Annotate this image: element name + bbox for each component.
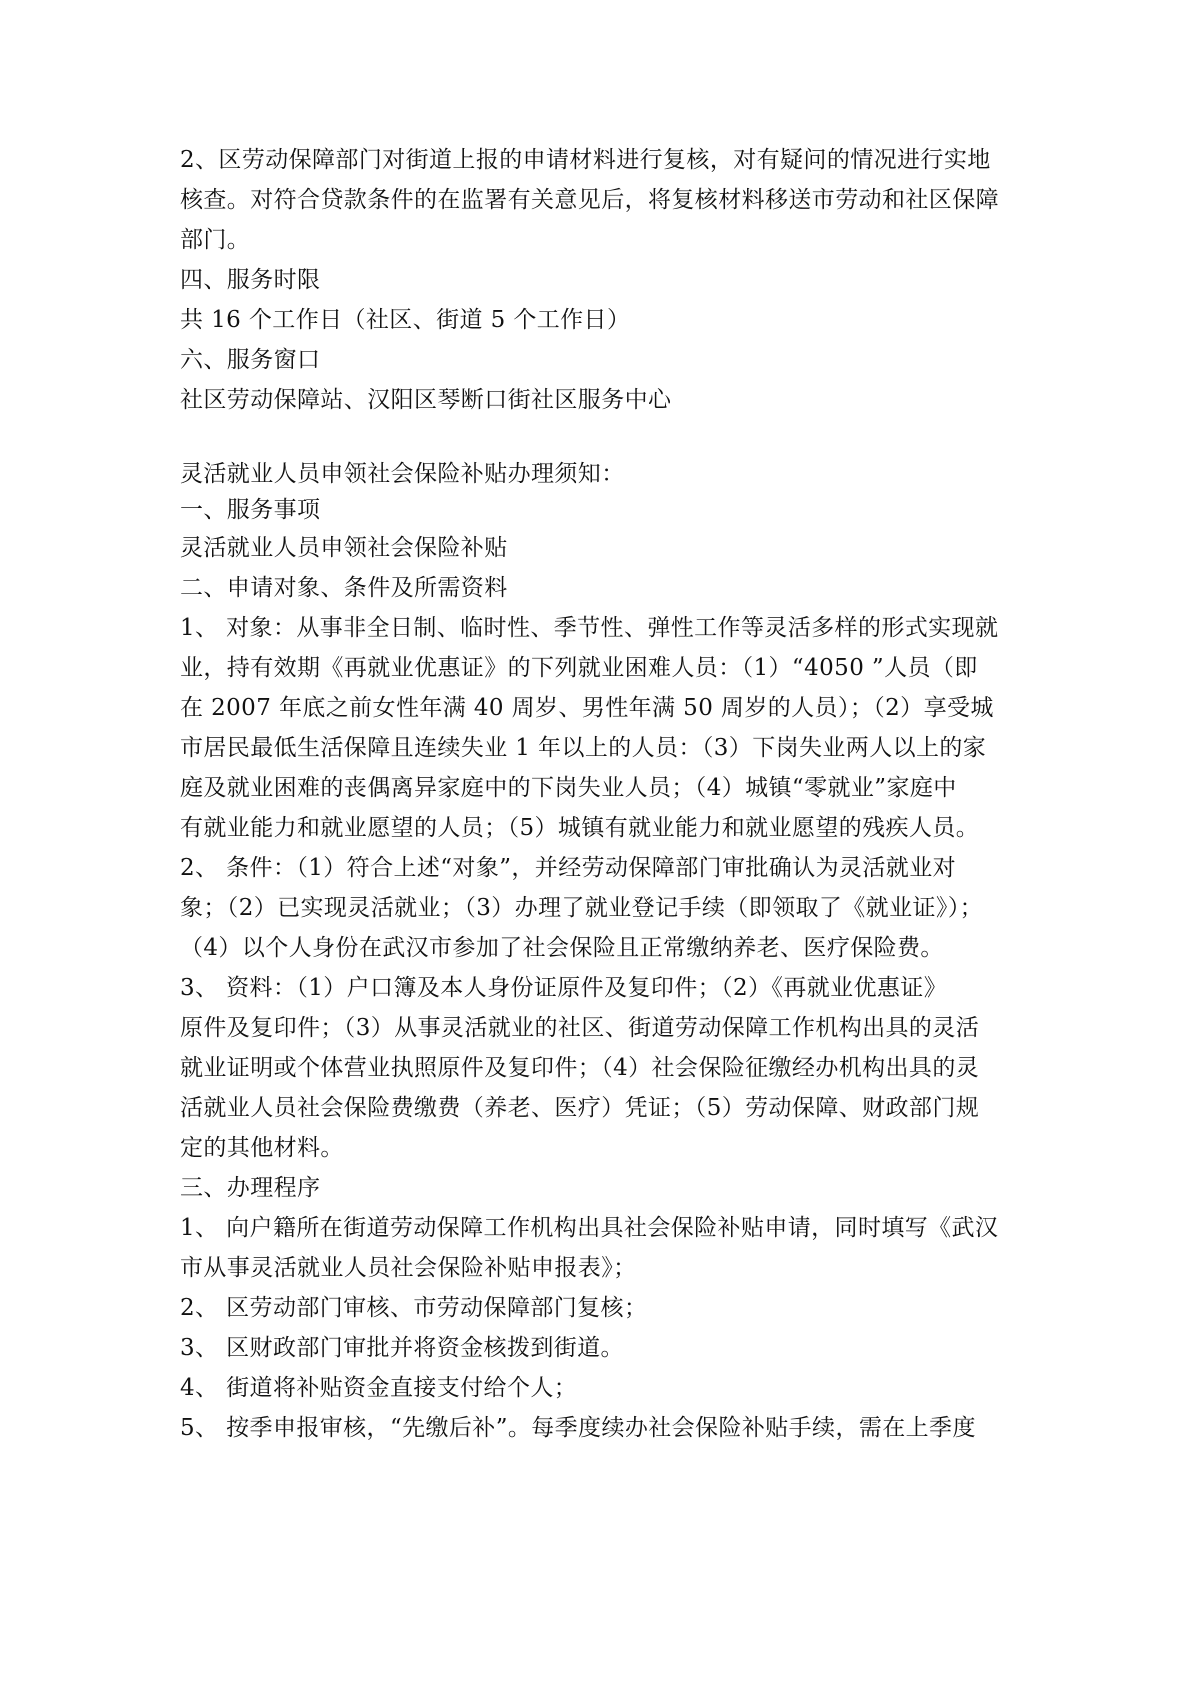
- text-line: 社区劳动保障站、汉阳区琴断口街社区服务中心: [180, 387, 672, 413]
- text-line: 定的其他材料。: [180, 1135, 344, 1161]
- section-heading: 一、服务事项: [180, 497, 321, 523]
- text-line: 4、 街道将补贴资金直接支付给个人；: [180, 1375, 578, 1401]
- text-line: 2、区劳动保障部门对街道上报的申请材料进行复核，对有疑问的情况进行实地: [180, 147, 991, 173]
- section-heading: 六、服务窗口: [180, 347, 321, 373]
- section-previous-procedures: [180, 140, 1020, 420]
- text-line: 灵活就业人员申领社会保险补贴: [180, 535, 508, 561]
- text-line: 原件及复印件；（3）从事灵活就业的社区、街道劳动保障工作机构出具的灵活: [180, 1015, 980, 1041]
- paragraph-gap: [180, 420, 1020, 456]
- text-line: 庭及就业困难的丧偶离异家庭中的下岗失业人员；（4）城镇“零就业”家庭中: [180, 775, 957, 801]
- document-page: [180, 140, 1020, 1448]
- text-line: 有就业能力和就业愿望的人员；（5）城镇有就业能力和就业愿望的残疾人员。: [180, 815, 980, 841]
- text-line: 核查。对符合贷款条件的在监署有关意见后，将复核材料移送市劳动和社区保障: [180, 187, 999, 213]
- text-line: 3、 资料：（1）户口簿及本人身份证原件及复印件；（2）《再就业优惠证》: [180, 975, 948, 1001]
- text-line: 3、 区财政部门审批并将资金核拨到街道。: [180, 1335, 624, 1361]
- text-line: 共 16 个工作日（社区、街道 5 个工作日）: [180, 307, 631, 333]
- text-line: 1、 向户籍所在街道劳动保障工作机构出具社会保险补贴申请，同时填写《武汉: [180, 1215, 999, 1241]
- text-line: 5、 按季申报审核，“先缴后补”。每季度续办社会保险补贴手续，需在上季度: [180, 1415, 976, 1441]
- text-line: 1、 对象：从事非全日制、临时性、季节性、弹性工作等灵活多样的形式实现就: [180, 615, 999, 641]
- text-line: 2、 条件：（1）符合上述“对象”，并经劳动保障部门审批确认为灵活就业对: [180, 855, 956, 881]
- text-line: 市从事灵活就业人员社会保险补贴申报表》；: [180, 1255, 637, 1281]
- notice-title: 灵活就业人员申领社会保险补贴办理须知：: [180, 461, 625, 487]
- text-line: 象；（2）已实现灵活就业；（3）办理了就业登记手续（即领取了《就业证》）；: [180, 895, 984, 921]
- section-heading: 四、服务时限: [180, 267, 321, 293]
- section-heading: 三、办理程序: [180, 1175, 321, 1201]
- text-line: 就业证明或个体营业执照原件及复印件；（4）社会保险征缴经办机构出具的灵: [180, 1055, 980, 1081]
- text-line: 活就业人员社会保险费缴费（养老、医疗）凭证；（5）劳动保障、财政部门规: [180, 1095, 980, 1121]
- section-heading: 二、申请对象、条件及所需资料: [180, 575, 508, 601]
- text-line: 2、 区劳动部门审核、市劳动保障部门复核；: [180, 1295, 648, 1321]
- text-line: 市居民最低生活保障且连续失业 1 年以上的人员：（3）下岗失业两人以上的家: [180, 735, 987, 761]
- text-line: （4）以个人身份在武汉市参加了社会保险且正常缴纳养老、医疗保险费。: [180, 935, 944, 961]
- section-flexible-employment-notice: [180, 456, 1020, 1448]
- text-line: 部门。: [180, 227, 251, 253]
- text-line: 在 2007 年底之前女性年满 40 周岁、男性年满 50 周岁的人员）；（2）享受城: [180, 695, 994, 721]
- text-line: 业，持有效期《再就业优惠证》的下列就业困难人员：（1）“4050 ”人员（即: [180, 655, 978, 681]
